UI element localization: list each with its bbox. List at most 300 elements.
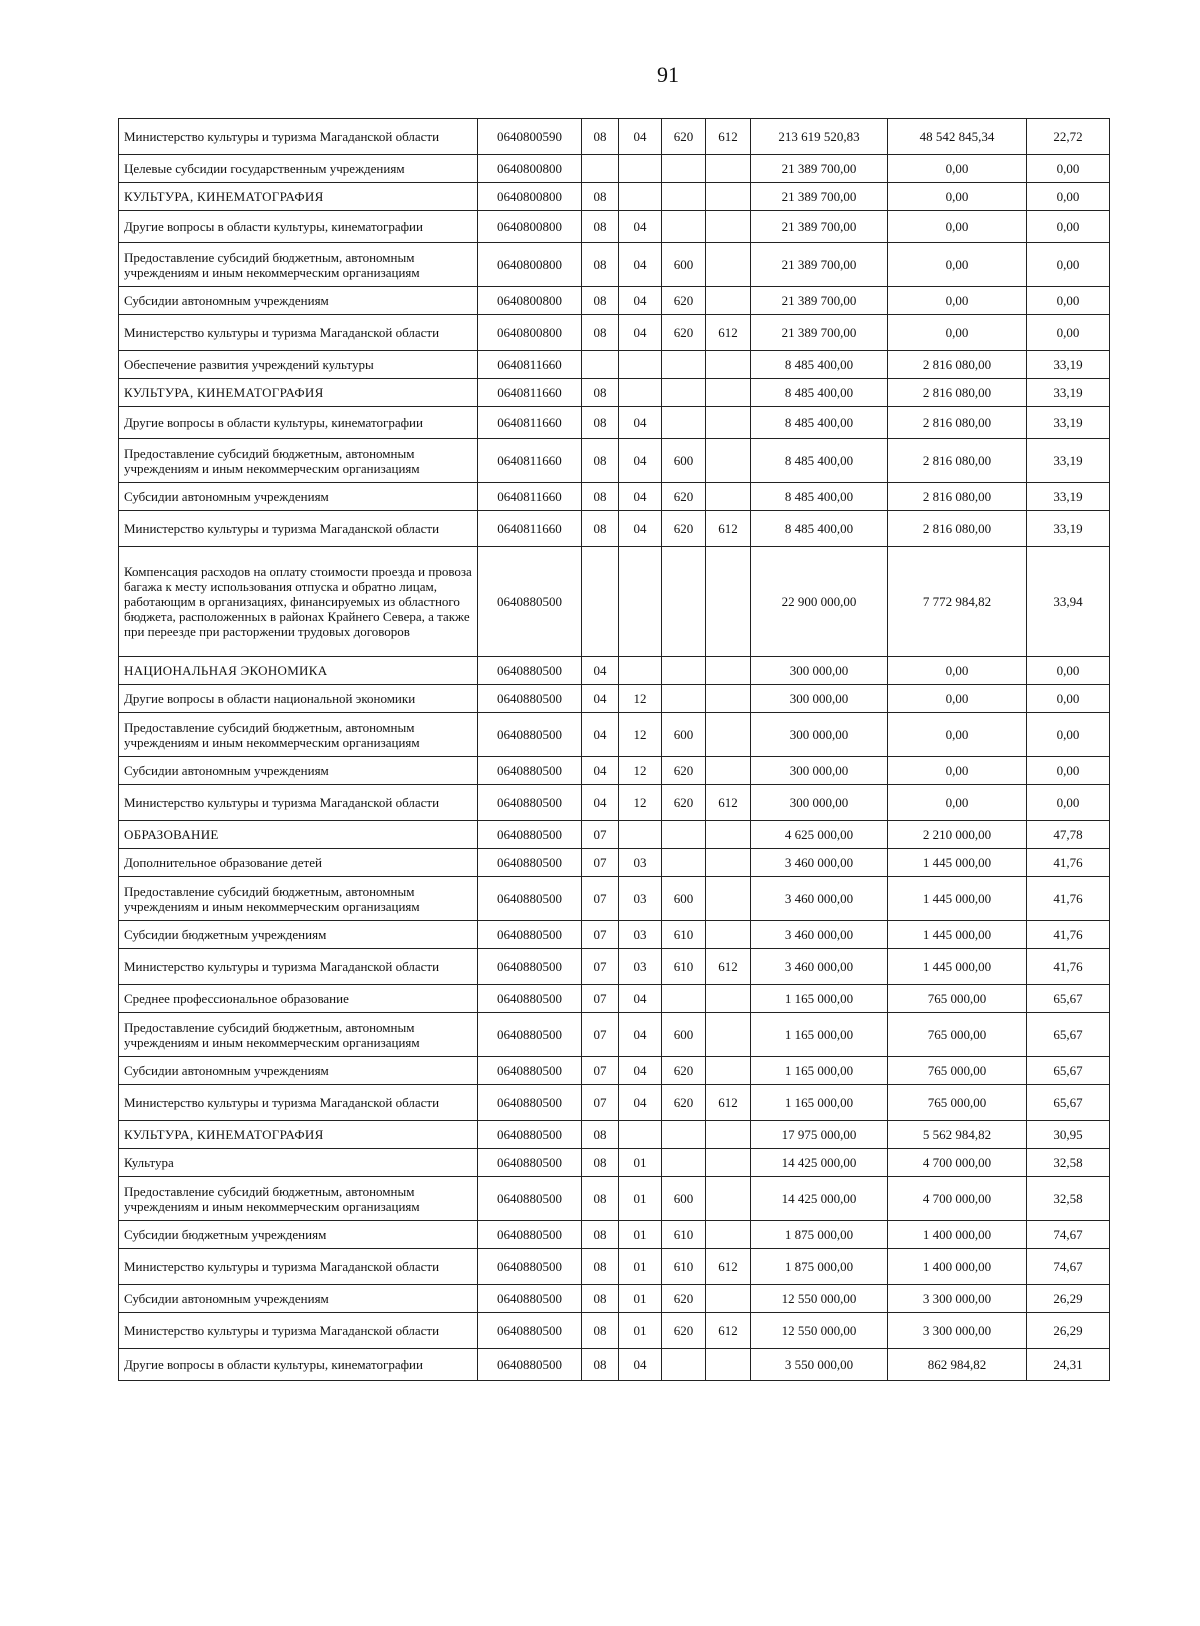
cell-fact: 5 562 984,82: [888, 1121, 1027, 1149]
cell-name: Культура: [119, 1149, 478, 1177]
cell-fact: 0,00: [888, 287, 1027, 315]
cell-code: 0640880500: [478, 657, 582, 685]
cell-sub: [619, 155, 662, 183]
cell-code: 0640880500: [478, 1349, 582, 1381]
cell-plan: 21 389 700,00: [751, 155, 888, 183]
cell-name: Министерство культуры и туризма Магаданской области: [119, 1249, 478, 1285]
table-row: [119, 849, 1110, 877]
cell-name: Компенсация расходов на оплату стоимости проезда и провоза багажа к месту использования отпуска и обратно лицам, работающим в организациях, финансируемых из областного бюджета, расположенных в районах Крайнего Севера, а также при переезде при расторжении трудовых договоров: [119, 547, 478, 657]
table-row: [119, 211, 1110, 243]
cell-code: 0640800590: [478, 119, 582, 155]
cell-plan: 1 875 000,00: [751, 1221, 888, 1249]
cell-vr: 620: [662, 785, 706, 821]
cell-pct: 0,00: [1027, 785, 1110, 821]
cell-plan: 213 619 520,83: [751, 119, 888, 155]
cell-name: Предоставление субсидий бюджетным, автономным учреждениям и иным некоммерческим организациям: [119, 1013, 478, 1057]
cell-pct: 33,19: [1027, 439, 1110, 483]
cell-plan: 12 550 000,00: [751, 1285, 888, 1313]
cell-sub: 04: [619, 439, 662, 483]
cell-code: 0640880500: [478, 1285, 582, 1313]
cell-plan: 1 165 000,00: [751, 1057, 888, 1085]
cell-code: 0640880500: [478, 785, 582, 821]
table-row: [119, 183, 1110, 211]
cell-sub: 04: [619, 243, 662, 287]
cell-plan: 300 000,00: [751, 757, 888, 785]
cell-gr: 612: [706, 785, 751, 821]
cell-plan: 14 425 000,00: [751, 1149, 888, 1177]
cell-code: 0640880500: [478, 821, 582, 849]
cell-sec: 08: [582, 315, 619, 351]
table-row: [119, 351, 1110, 379]
cell-sec: 08: [582, 511, 619, 547]
cell-fact: 0,00: [888, 785, 1027, 821]
table-row: [119, 921, 1110, 949]
table-row: [119, 685, 1110, 713]
cell-pct: 65,67: [1027, 985, 1110, 1013]
cell-code: 0640800800: [478, 211, 582, 243]
cell-name: КУЛЬТУРА, КИНЕМАТОГРАФИЯ: [119, 379, 478, 407]
cell-sub: 01: [619, 1313, 662, 1349]
cell-vr: [662, 685, 706, 713]
cell-name: Министерство культуры и туризма Магаданской области: [119, 1085, 478, 1121]
cell-name: Министерство культуры и туризма Магаданской области: [119, 315, 478, 351]
cell-sub: 04: [619, 211, 662, 243]
cell-pct: 65,67: [1027, 1013, 1110, 1057]
table-row: [119, 547, 1110, 657]
cell-plan: 21 389 700,00: [751, 211, 888, 243]
cell-code: 0640880500: [478, 1221, 582, 1249]
cell-sec: [582, 351, 619, 379]
cell-name: Предоставление субсидий бюджетным, автономным учреждениям и иным некоммерческим организациям: [119, 243, 478, 287]
cell-name: Обеспечение развития учреждений культуры: [119, 351, 478, 379]
cell-vr: [662, 849, 706, 877]
cell-plan: 3 460 000,00: [751, 921, 888, 949]
cell-name: Субсидии автономным учреждениям: [119, 1057, 478, 1085]
cell-vr: [662, 379, 706, 407]
cell-name: Субсидии автономным учреждениям: [119, 757, 478, 785]
cell-gr: [706, 877, 751, 921]
cell-plan: 22 900 000,00: [751, 547, 888, 657]
cell-name: Субсидии автономным учреждениям: [119, 287, 478, 315]
cell-vr: 610: [662, 949, 706, 985]
cell-name: Предоставление субсидий бюджетным, автономным учреждениям и иным некоммерческим организациям: [119, 1177, 478, 1221]
cell-sub: 03: [619, 849, 662, 877]
cell-plan: 8 485 400,00: [751, 511, 888, 547]
cell-name: Министерство культуры и туризма Магаданской области: [119, 1313, 478, 1349]
cell-gr: [706, 713, 751, 757]
cell-gr: [706, 685, 751, 713]
cell-pct: 74,67: [1027, 1221, 1110, 1249]
table-row: [119, 1013, 1110, 1057]
cell-fact: 0,00: [888, 315, 1027, 351]
cell-vr: 600: [662, 1177, 706, 1221]
page-number: 91: [657, 62, 679, 87]
cell-pct: 0,00: [1027, 685, 1110, 713]
cell-pct: 26,29: [1027, 1285, 1110, 1313]
cell-pct: 41,76: [1027, 877, 1110, 921]
cell-fact: 1 445 000,00: [888, 877, 1027, 921]
table-row: [119, 757, 1110, 785]
cell-gr: [706, 407, 751, 439]
cell-sub: 04: [619, 1013, 662, 1057]
cell-gr: [706, 1285, 751, 1313]
cell-vr: [662, 1349, 706, 1381]
cell-fact: 0,00: [888, 685, 1027, 713]
cell-vr: 620: [662, 483, 706, 511]
cell-pct: 22,72: [1027, 119, 1110, 155]
cell-pct: 0,00: [1027, 757, 1110, 785]
cell-fact: 1 445 000,00: [888, 949, 1027, 985]
cell-gr: 612: [706, 1085, 751, 1121]
cell-sec: 08: [582, 1177, 619, 1221]
cell-sec: 08: [582, 1349, 619, 1381]
table-row: [119, 511, 1110, 547]
cell-fact: 0,00: [888, 155, 1027, 183]
cell-fact: 0,00: [888, 757, 1027, 785]
cell-fact: 0,00: [888, 183, 1027, 211]
cell-name: Среднее профессиональное образование: [119, 985, 478, 1013]
cell-plan: 300 000,00: [751, 685, 888, 713]
cell-code: 0640811660: [478, 483, 582, 511]
cell-name: Министерство культуры и туризма Магаданской области: [119, 785, 478, 821]
cell-gr: [706, 1057, 751, 1085]
cell-vr: [662, 1149, 706, 1177]
cell-code: 0640800800: [478, 183, 582, 211]
cell-code: 0640880500: [478, 547, 582, 657]
cell-gr: 612: [706, 119, 751, 155]
cell-sec: 08: [582, 183, 619, 211]
cell-pct: 32,58: [1027, 1177, 1110, 1221]
cell-fact: 765 000,00: [888, 1085, 1027, 1121]
cell-sub: 01: [619, 1249, 662, 1285]
cell-fact: 1 400 000,00: [888, 1221, 1027, 1249]
cell-code: 0640880500: [478, 1177, 582, 1221]
cell-vr: 620: [662, 315, 706, 351]
cell-vr: 610: [662, 921, 706, 949]
cell-sub: 03: [619, 921, 662, 949]
table-row: [119, 985, 1110, 1013]
cell-name: Дополнительное образование детей: [119, 849, 478, 877]
cell-sec: 08: [582, 211, 619, 243]
cell-vr: [662, 351, 706, 379]
cell-fact: 1 445 000,00: [888, 849, 1027, 877]
cell-sub: 04: [619, 1349, 662, 1381]
cell-plan: 1 165 000,00: [751, 1085, 888, 1121]
cell-plan: 3 460 000,00: [751, 877, 888, 921]
cell-pct: 65,67: [1027, 1085, 1110, 1121]
cell-sub: 12: [619, 757, 662, 785]
cell-vr: 600: [662, 439, 706, 483]
cell-plan: 4 625 000,00: [751, 821, 888, 849]
cell-sub: 12: [619, 785, 662, 821]
cell-name: КУЛЬТУРА, КИНЕМАТОГРАФИЯ: [119, 1121, 478, 1149]
cell-code: 0640800800: [478, 287, 582, 315]
cell-gr: 612: [706, 949, 751, 985]
cell-vr: 610: [662, 1249, 706, 1285]
cell-code: 0640880500: [478, 949, 582, 985]
cell-fact: 862 984,82: [888, 1349, 1027, 1381]
cell-gr: [706, 211, 751, 243]
cell-sec: 08: [582, 1149, 619, 1177]
cell-plan: 21 389 700,00: [751, 243, 888, 287]
cell-sec: 08: [582, 1285, 619, 1313]
cell-code: 0640800800: [478, 243, 582, 287]
cell-pct: 0,00: [1027, 183, 1110, 211]
cell-plan: 12 550 000,00: [751, 1313, 888, 1349]
cell-sec: 08: [582, 1221, 619, 1249]
cell-gr: 612: [706, 1249, 751, 1285]
cell-vr: 620: [662, 1057, 706, 1085]
cell-sub: 04: [619, 1085, 662, 1121]
cell-sub: 01: [619, 1177, 662, 1221]
cell-name: Другие вопросы в области культуры, кинематографии: [119, 211, 478, 243]
cell-fact: 2 210 000,00: [888, 821, 1027, 849]
cell-fact: 3 300 000,00: [888, 1313, 1027, 1349]
cell-code: 0640880500: [478, 1249, 582, 1285]
cell-fact: 2 816 080,00: [888, 407, 1027, 439]
cell-code: 0640800800: [478, 315, 582, 351]
table-row: [119, 713, 1110, 757]
cell-sub: 04: [619, 511, 662, 547]
cell-gr: [706, 155, 751, 183]
table-row: [119, 119, 1110, 155]
cell-code: 0640811660: [478, 407, 582, 439]
cell-vr: [662, 657, 706, 685]
cell-pct: 33,19: [1027, 483, 1110, 511]
budget-table: [118, 118, 1110, 1381]
table-row: [119, 439, 1110, 483]
cell-pct: 0,00: [1027, 211, 1110, 243]
cell-gr: [706, 287, 751, 315]
cell-sec: 08: [582, 1249, 619, 1285]
cell-sub: [619, 379, 662, 407]
cell-sub: 04: [619, 1057, 662, 1085]
cell-vr: 600: [662, 1013, 706, 1057]
cell-fact: 0,00: [888, 713, 1027, 757]
cell-plan: 21 389 700,00: [751, 183, 888, 211]
cell-plan: 3 460 000,00: [751, 949, 888, 985]
cell-fact: 0,00: [888, 657, 1027, 685]
cell-sec: 08: [582, 1121, 619, 1149]
cell-sec: 08: [582, 119, 619, 155]
cell-gr: [706, 657, 751, 685]
cell-name: Субсидии автономным учреждениям: [119, 483, 478, 511]
cell-sec: 04: [582, 713, 619, 757]
cell-name: Целевые субсидии государственным учреждениям: [119, 155, 478, 183]
cell-sub: 12: [619, 685, 662, 713]
cell-vr: 600: [662, 877, 706, 921]
cell-code: 0640880500: [478, 877, 582, 921]
table-row: [119, 483, 1110, 511]
cell-gr: [706, 1121, 751, 1149]
cell-sub: 03: [619, 949, 662, 985]
cell-pct: 0,00: [1027, 315, 1110, 351]
cell-vr: [662, 985, 706, 1013]
cell-pct: 24,31: [1027, 1349, 1110, 1381]
table-row: [119, 949, 1110, 985]
cell-code: 0640880500: [478, 685, 582, 713]
table-row: [119, 1149, 1110, 1177]
cell-plan: 8 485 400,00: [751, 439, 888, 483]
cell-sec: [582, 155, 619, 183]
cell-code: 0640880500: [478, 1313, 582, 1349]
cell-gr: [706, 1149, 751, 1177]
cell-gr: 612: [706, 511, 751, 547]
cell-sub: [619, 657, 662, 685]
cell-name: КУЛЬТУРА, КИНЕМАТОГРАФИЯ: [119, 183, 478, 211]
cell-code: 0640880500: [478, 1057, 582, 1085]
cell-pct: 33,19: [1027, 379, 1110, 407]
table-row: [119, 287, 1110, 315]
cell-plan: 17 975 000,00: [751, 1121, 888, 1149]
cell-fact: 765 000,00: [888, 1057, 1027, 1085]
cell-sec: 07: [582, 821, 619, 849]
cell-sec: 07: [582, 985, 619, 1013]
table-row: [119, 379, 1110, 407]
cell-pct: 26,29: [1027, 1313, 1110, 1349]
table-row: [119, 315, 1110, 351]
cell-pct: 0,00: [1027, 657, 1110, 685]
cell-plan: 14 425 000,00: [751, 1177, 888, 1221]
cell-code: 0640811660: [478, 379, 582, 407]
cell-code: 0640880500: [478, 713, 582, 757]
cell-plan: 3 550 000,00: [751, 1349, 888, 1381]
cell-pct: 0,00: [1027, 155, 1110, 183]
cell-code: 0640880500: [478, 757, 582, 785]
cell-code: 0640880500: [478, 985, 582, 1013]
cell-sec: 07: [582, 1057, 619, 1085]
table-row: [119, 1057, 1110, 1085]
cell-gr: [706, 985, 751, 1013]
cell-sec: 07: [582, 1013, 619, 1057]
cell-sub: 01: [619, 1285, 662, 1313]
cell-code: 0640800800: [478, 155, 582, 183]
table-row: [119, 1085, 1110, 1121]
cell-vr: 600: [662, 243, 706, 287]
cell-code: 0640880500: [478, 921, 582, 949]
cell-fact: 2 816 080,00: [888, 483, 1027, 511]
cell-name: Предоставление субсидий бюджетным, автономным учреждениям и иным некоммерческим организациям: [119, 877, 478, 921]
cell-vr: [662, 183, 706, 211]
cell-pct: 33,94: [1027, 547, 1110, 657]
cell-name: Субсидии бюджетным учреждениям: [119, 921, 478, 949]
cell-sub: 12: [619, 713, 662, 757]
cell-gr: 612: [706, 1313, 751, 1349]
cell-gr: [706, 849, 751, 877]
cell-pct: 65,67: [1027, 1057, 1110, 1085]
cell-fact: 2 816 080,00: [888, 511, 1027, 547]
cell-vr: 620: [662, 119, 706, 155]
cell-pct: 33,19: [1027, 407, 1110, 439]
cell-gr: [706, 379, 751, 407]
table-row: [119, 1177, 1110, 1221]
cell-vr: 620: [662, 1085, 706, 1121]
cell-sub: [619, 351, 662, 379]
table-row: [119, 1221, 1110, 1249]
cell-fact: 2 816 080,00: [888, 379, 1027, 407]
cell-pct: 41,76: [1027, 921, 1110, 949]
cell-name: Министерство культуры и туризма Магаданской области: [119, 511, 478, 547]
cell-code: 0640880500: [478, 1085, 582, 1121]
cell-plan: 21 389 700,00: [751, 315, 888, 351]
cell-pct: 33,19: [1027, 351, 1110, 379]
cell-name: Предоставление субсидий бюджетным, автономным учреждениям и иным некоммерческим организациям: [119, 439, 478, 483]
cell-sec: 07: [582, 1085, 619, 1121]
cell-fact: 765 000,00: [888, 985, 1027, 1013]
cell-fact: 4 700 000,00: [888, 1177, 1027, 1221]
cell-name: Предоставление субсидий бюджетным, автономным учреждениям и иным некоммерческим организациям: [119, 713, 478, 757]
cell-sub: 04: [619, 985, 662, 1013]
cell-sub: 03: [619, 877, 662, 921]
cell-fact: 2 816 080,00: [888, 439, 1027, 483]
cell-gr: [706, 1177, 751, 1221]
cell-vr: [662, 1121, 706, 1149]
cell-plan: 8 485 400,00: [751, 351, 888, 379]
cell-pct: 0,00: [1027, 287, 1110, 315]
cell-plan: 3 460 000,00: [751, 849, 888, 877]
cell-sec: 07: [582, 877, 619, 921]
cell-pct: 33,19: [1027, 511, 1110, 547]
cell-code: 0640811660: [478, 439, 582, 483]
cell-code: 0640811660: [478, 511, 582, 547]
cell-sec: 07: [582, 849, 619, 877]
cell-fact: 3 300 000,00: [888, 1285, 1027, 1313]
cell-vr: 610: [662, 1221, 706, 1249]
cell-name: Другие вопросы в области национальной экономики: [119, 685, 478, 713]
table-row: [119, 155, 1110, 183]
cell-fact: 1 400 000,00: [888, 1249, 1027, 1285]
cell-sub: 04: [619, 119, 662, 155]
cell-vr: [662, 155, 706, 183]
cell-name: ОБРАЗОВАНИЕ: [119, 821, 478, 849]
cell-vr: 620: [662, 1313, 706, 1349]
cell-pct: 0,00: [1027, 713, 1110, 757]
cell-gr: [706, 183, 751, 211]
table-row: [119, 243, 1110, 287]
cell-code: 0640880500: [478, 1121, 582, 1149]
table-row: [119, 1313, 1110, 1349]
cell-name: Субсидии бюджетным учреждениям: [119, 1221, 478, 1249]
cell-plan: 8 485 400,00: [751, 483, 888, 511]
cell-sub: [619, 1121, 662, 1149]
cell-gr: 612: [706, 315, 751, 351]
table-row: [119, 785, 1110, 821]
cell-fact: 7 772 984,82: [888, 547, 1027, 657]
cell-gr: [706, 439, 751, 483]
cell-gr: [706, 547, 751, 657]
cell-plan: 300 000,00: [751, 785, 888, 821]
cell-sec: 08: [582, 287, 619, 315]
cell-pct: 41,76: [1027, 849, 1110, 877]
cell-sub: 04: [619, 483, 662, 511]
cell-gr: [706, 1221, 751, 1249]
cell-fact: 0,00: [888, 211, 1027, 243]
cell-plan: 300 000,00: [751, 657, 888, 685]
cell-plan: 21 389 700,00: [751, 287, 888, 315]
table-row: [119, 1249, 1110, 1285]
cell-vr: [662, 547, 706, 657]
cell-gr: [706, 757, 751, 785]
cell-pct: 0,00: [1027, 243, 1110, 287]
cell-gr: [706, 483, 751, 511]
cell-gr: [706, 921, 751, 949]
cell-vr: [662, 407, 706, 439]
cell-code: 0640811660: [478, 351, 582, 379]
table-row: [119, 1349, 1110, 1381]
table-row: [119, 407, 1110, 439]
table-row: [119, 821, 1110, 849]
cell-sec: 08: [582, 439, 619, 483]
